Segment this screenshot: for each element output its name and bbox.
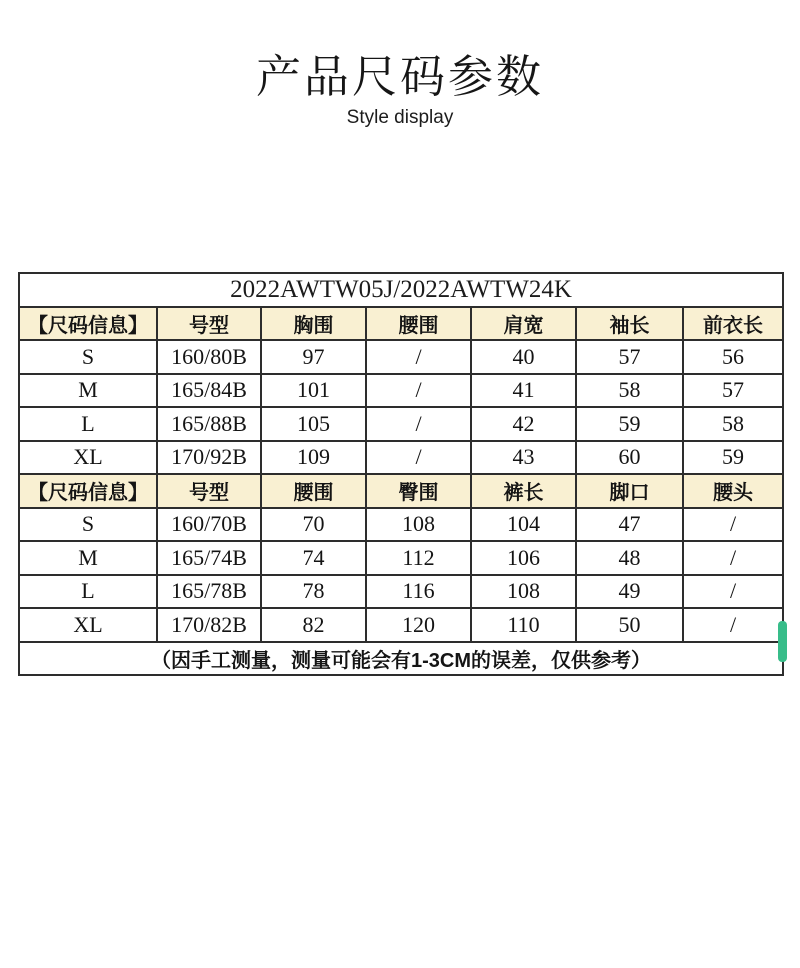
size-label-cell: S: [19, 508, 157, 542]
measurement-cell: 108: [366, 508, 471, 542]
size-label-cell: L: [19, 575, 157, 609]
size-label-cell: XL: [19, 608, 157, 642]
column-header-cell: 裤长: [471, 474, 576, 508]
measurement-cell: 50: [576, 608, 683, 642]
measurement-cell: 160/70B: [157, 508, 261, 542]
table-row: [19, 575, 783, 609]
measurement-cell: 70: [261, 508, 366, 542]
measurement-cell: 165/78B: [157, 575, 261, 609]
table-row: [19, 541, 783, 575]
size-label-cell: XL: [19, 441, 157, 475]
footnote: （因手工测量，测量可能会有1-3CM的误差，仅供参考）: [19, 642, 783, 676]
column-header-cell: 肩宽: [471, 307, 576, 341]
section-header-row: [19, 474, 783, 508]
measurement-cell: 170/92B: [157, 441, 261, 475]
table-row: [19, 508, 783, 542]
measurement-cell: 49: [576, 575, 683, 609]
column-header-cell: 【尺码信息】: [19, 474, 157, 508]
measurement-cell: 59: [683, 441, 783, 475]
measurement-cell: 41: [471, 374, 576, 408]
measurement-cell: 112: [366, 541, 471, 575]
column-header-cell: 腰围: [366, 307, 471, 341]
size-label-cell: M: [19, 541, 157, 575]
measurement-cell: 165/88B: [157, 407, 261, 441]
measurement-cell: 43: [471, 441, 576, 475]
column-header-cell: 脚口: [576, 474, 683, 508]
measurement-cell: 116: [366, 575, 471, 609]
measurement-cell: 58: [576, 374, 683, 408]
table-row: [19, 374, 783, 408]
measurement-cell: /: [366, 340, 471, 374]
measurement-cell: 47: [576, 508, 683, 542]
measurement-cell: 165/84B: [157, 374, 261, 408]
product-code-row: [19, 273, 783, 307]
measurement-cell: 58: [683, 407, 783, 441]
measurement-cell: 78: [261, 575, 366, 609]
measurement-cell: /: [683, 541, 783, 575]
measurement-cell: /: [366, 374, 471, 408]
table-row: [19, 340, 783, 374]
measurement-cell: /: [683, 508, 783, 542]
measurement-cell: 170/82B: [157, 608, 261, 642]
measurement-cell: 60: [576, 441, 683, 475]
measurement-cell: 120: [366, 608, 471, 642]
measurement-cell: 109: [261, 441, 366, 475]
selection-handle[interactable]: [778, 621, 787, 662]
measurement-cell: 160/80B: [157, 340, 261, 374]
measurement-cell: 82: [261, 608, 366, 642]
section-header-row: [19, 307, 783, 341]
size-chart-table: [18, 272, 784, 676]
table-row: [19, 608, 783, 642]
column-header-cell: 前衣长: [683, 307, 783, 341]
measurement-cell: 57: [576, 340, 683, 374]
measurement-cell: 74: [261, 541, 366, 575]
page-title: 产品尺码参数: [255, 50, 544, 103]
column-header-cell: 胸围: [261, 307, 366, 341]
measurement-cell: /: [366, 441, 471, 475]
measurement-cell: 106: [471, 541, 576, 575]
measurement-cell: 165/74B: [157, 541, 261, 575]
measurement-cell: 59: [576, 407, 683, 441]
measurement-cell: 101: [261, 374, 366, 408]
page-subtitle: Style display: [346, 107, 454, 128]
column-header-cell: 号型: [157, 307, 261, 341]
footnote-row: [19, 642, 783, 676]
measurement-cell: /: [683, 575, 783, 609]
measurement-cell: 56: [683, 340, 783, 374]
column-header-cell: 腰头: [683, 474, 783, 508]
column-header-cell: 号型: [157, 474, 261, 508]
size-label-cell: S: [19, 340, 157, 374]
column-header-cell: 腰围: [261, 474, 366, 508]
table-row: [19, 441, 783, 475]
measurement-cell: 48: [576, 541, 683, 575]
column-header-cell: 【尺码信息】: [19, 307, 157, 341]
measurement-cell: 110: [471, 608, 576, 642]
measurement-cell: 40: [471, 340, 576, 374]
table-row: [19, 407, 783, 441]
measurement-cell: 42: [471, 407, 576, 441]
measurement-cell: /: [366, 407, 471, 441]
product-code: 2022AWTW05J/2022AWTW24K: [19, 273, 783, 307]
measurement-cell: 105: [261, 407, 366, 441]
column-header-cell: 臀围: [366, 474, 471, 508]
column-header-cell: 袖长: [576, 307, 683, 341]
size-label-cell: L: [19, 407, 157, 441]
measurement-cell: 104: [471, 508, 576, 542]
measurement-cell: /: [683, 608, 783, 642]
size-label-cell: M: [19, 374, 157, 408]
measurement-cell: 57: [683, 374, 783, 408]
measurement-cell: 97: [261, 340, 366, 374]
measurement-cell: 108: [471, 575, 576, 609]
